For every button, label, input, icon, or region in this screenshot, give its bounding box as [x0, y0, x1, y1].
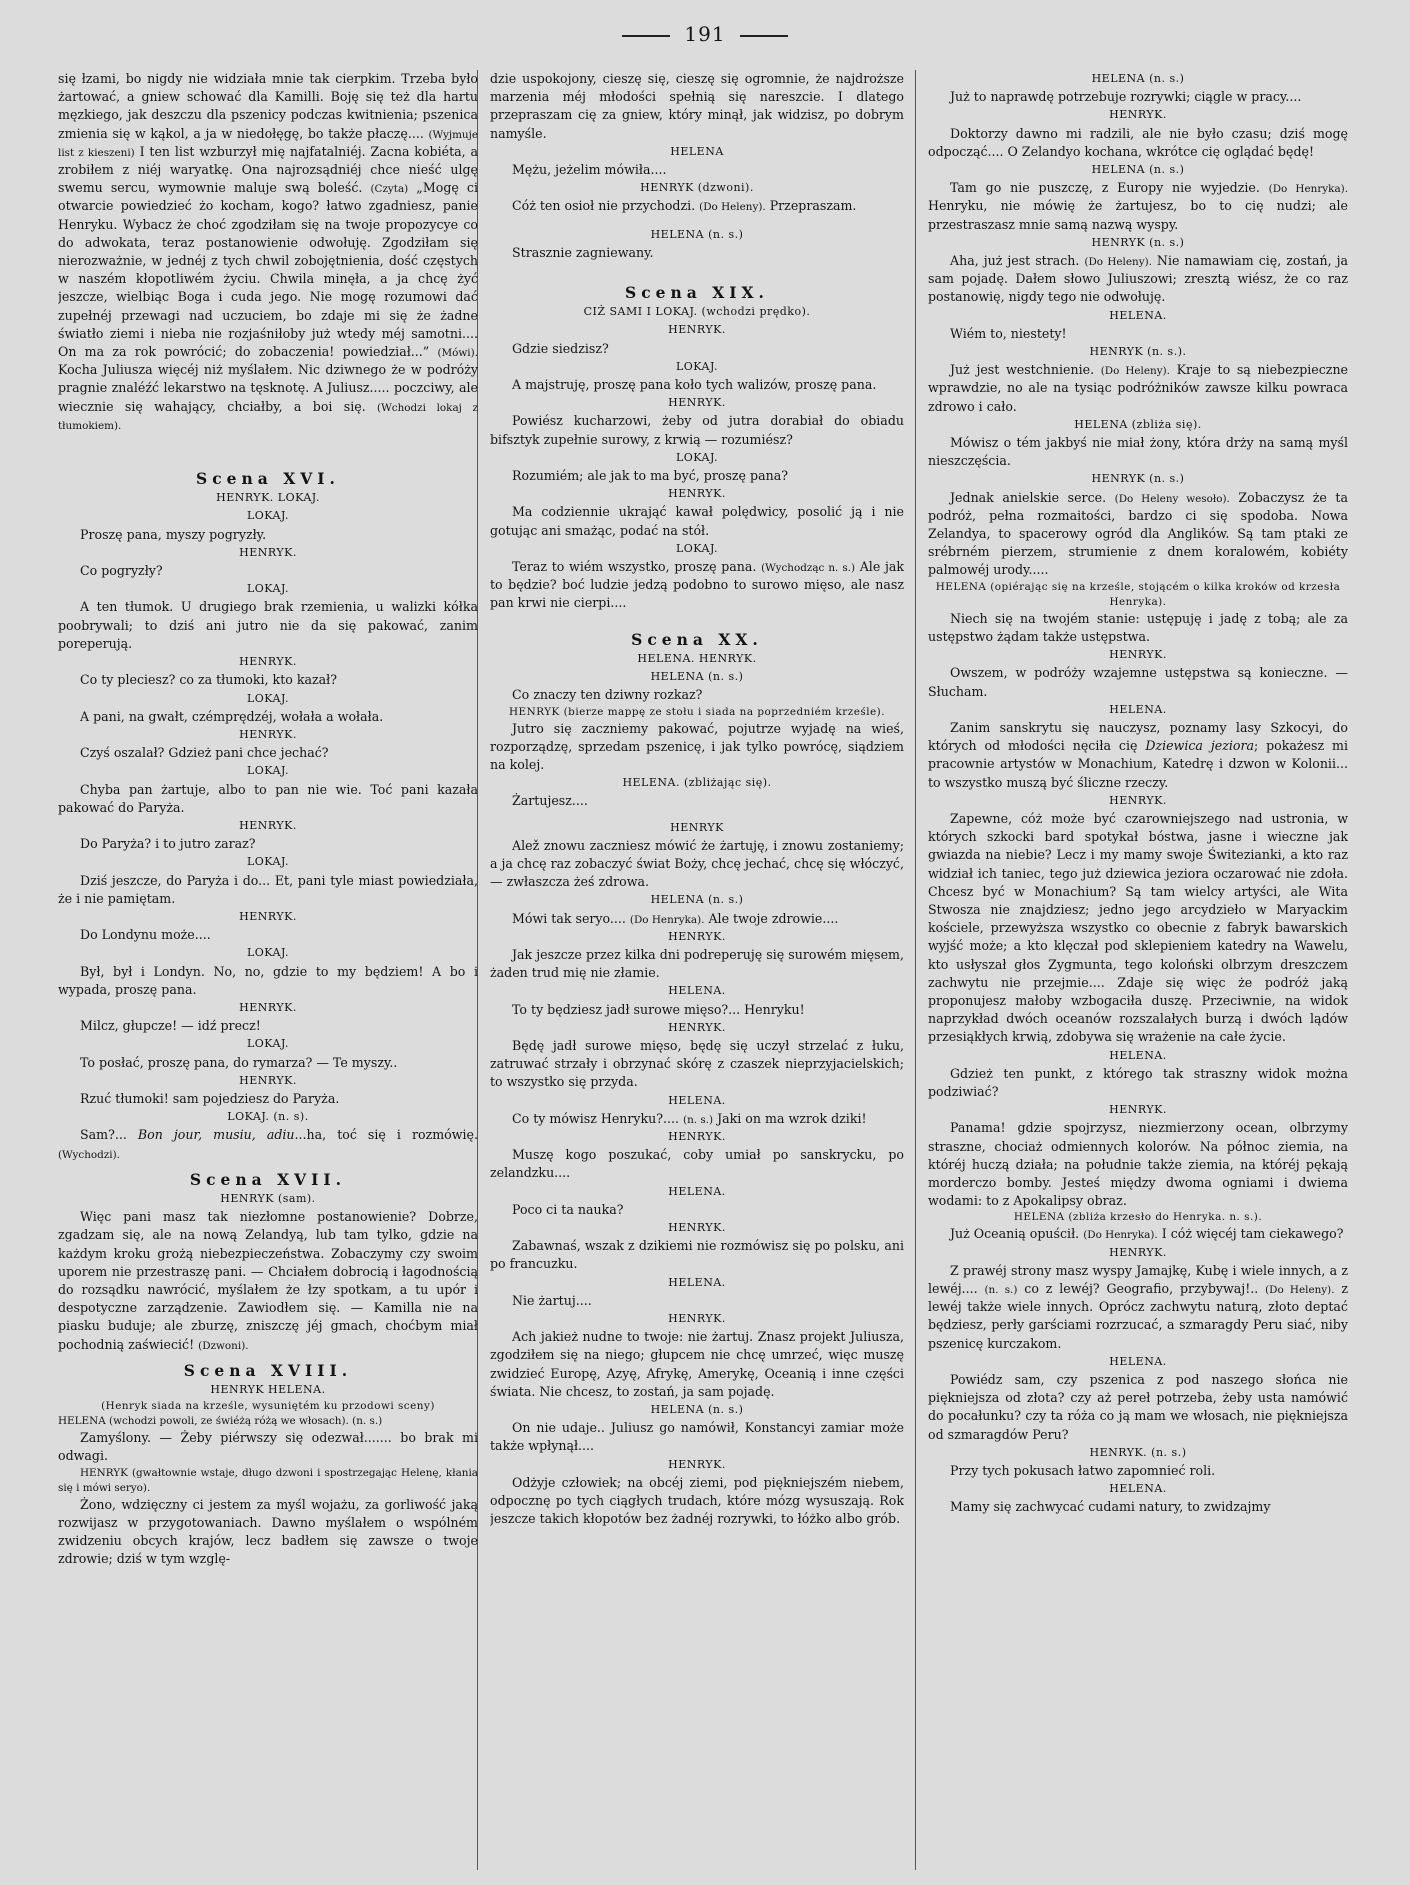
- speaker: HELENA: [670, 144, 724, 158]
- speaker: HENRYK.: [668, 1129, 726, 1143]
- dialogue-line: Do Londynu może....: [80, 927, 211, 943]
- speaker: HENRYK.: [239, 818, 297, 832]
- characters-line: HENRYK (sam).: [220, 1191, 316, 1205]
- dialogue-line: Mówi tak seryo.... (Do Henryka). Ale twoje zdrowie....: [512, 910, 839, 926]
- dialogue-line: Wiém to, niestety!: [950, 325, 1067, 341]
- speaker: HELENA. (zbliżając się).: [622, 776, 772, 790]
- speaker: HENRYK.: [668, 323, 726, 337]
- dialogue-line: Był, był i Londyn. No, no, gdzie to my będziem! A bo i wypada, proszę pana.: [58, 963, 478, 997]
- speaker: HELENA (n. s.): [1091, 163, 1185, 177]
- spacer: [58, 434, 478, 462]
- speaker: HENRYK.: [1109, 1245, 1167, 1259]
- page-number-rule-right: [740, 35, 788, 37]
- dialogue-line: Aha, już jest strach. (Do Heleny). Nie namawiam cię, zostań, ja sam pojadę. Dałem słowo Juliuszowi; zresztą wiész, że co raz postanowię, nigdy tego nie odwołuję.: [928, 253, 1348, 305]
- dialogue-line: Ach jakież nudne to twoje: nie żartuj. Znasz projekt Juliusza, zgodziłem się na niego; głupcem nie chcę umrzeć, więc muszę zwidzieć Europę, Azyę, Afrykę, Amerykę, Oceanią i inne części świata. Nie chcesz, to zostań, ja sam pojadę.: [490, 1329, 904, 1399]
- speaker: HELENA.: [1109, 308, 1167, 322]
- dialogue-line: Już to naprawdę potrzebuje rozrywki; ciągle w pracy....: [950, 89, 1302, 105]
- speaker: LOKAJ.: [246, 946, 290, 960]
- speaker: HENRYK.: [668, 1457, 726, 1471]
- dialogue-line: Żartujesz....: [512, 793, 588, 809]
- speaker: HELENA.: [1109, 1048, 1167, 1062]
- speaker: HENRYK.: [239, 655, 297, 669]
- paragraph: się łzami, bo nigdy nie widziała mnie tak cierpkim. Trzeba było żartować, a gniew schować dla Kamilli. Boję się też dla hartu męzkiego, jak deszczu dla pszenicy podczas kwitnienia; pszenica zmienia się w kąkol, a ja w niedołęgę, bo także płaczę.... (Wyjmuje list z kieszeni) I ten list wzburzył mię najfatalniéj. Zacna kobiéta, a zrobiłem z niéj waryatkę. Ona najrozsądniéj chce nieść ulgę swemu sercu, wymownie maluje swą boleść. (Czyta) „Mogę ci otwarcie powiedzieć żo kocham, kogo? łatwo zgadniesz, panie Henryku. Wybacz że choć zgodziłam się na twoje propozycye co do adwokata, teraz postanowienie odwołuję. Zgodziłam się nierozważnie, w jednéj z tych chwil zobojętnienia, dość częstych w naszém kłopotliwém życiu. Chwila minęła, a ja chcę żyć jeszcze, wielbiąc Boga i cuda jego. Nie mogę rozumowi dać zupełnéj przewagi nad uczuciem, bo zdaje mi się że żadne światło ziemi i nieba nie rozjaśniłoby już wtedy méj samotni.... On ma za rok powrócić; do zobaczenia! powiedział...” (Mówi). Kocha Juliusza więcéj niż myślałem. Nic dziwnego że w podróży pragnie znaléźć lekarstwo na tęsknotę. A Juliusz..... poczciwy, ale wiecznie się wahający, chciałby, a boi się. (Wchodzi lokaj z tłumokiem).: [58, 71, 478, 432]
- speaker: LOKAJ.: [246, 509, 290, 523]
- dialogue-line: Czyś oszalał? Gdzież pani chce jechać?: [80, 745, 329, 761]
- dialogue-line: Nie żartuj....: [512, 1292, 592, 1308]
- speaker: LOKAJ.: [246, 1037, 290, 1051]
- dialogue-line: Muszę kogo poszukać, coby umiał po sanskrycku, po zelandzku....: [490, 1147, 904, 1181]
- dialogue-line: Gdzież ten punkt, z którego tak straszny widok można podziwiać?: [928, 1065, 1348, 1099]
- speaker: HENRYK.: [668, 396, 726, 410]
- dialogue-line: Odżyje człowiek; na obcéj ziemi, pod piękniejszém niebem, odpocznę po tych ciągłych trudach, które mózg wysuszają. Rok jeszcze takich kłopotów bez żadnéj rozrywki, to łóżko albo grób.: [490, 1474, 904, 1527]
- speaker: LOKAJ. (n. s).: [227, 1110, 309, 1124]
- speaker: HENRYK.: [1109, 648, 1167, 662]
- speaker: HENRYK: [670, 820, 724, 834]
- speaker: HENRYK.: [668, 929, 726, 943]
- characters-line: HENRYK HELENA.: [210, 1383, 326, 1397]
- speaker-with-direction: HELENA (opiérając się na krześle, stojącém o kilka kroków od krzesła Henryka).: [935, 580, 1341, 608]
- dialogue-line: Mężu, jeżelim mówiła....: [512, 162, 667, 178]
- scene-heading: Scena XVIII.: [183, 1360, 353, 1380]
- dialogue-line: Jak jeszcze przez kilka dni podreperuję się surowém mięsem, żaden trud mię nie złamie.: [490, 946, 904, 981]
- speaker: HENRYK.: [239, 1000, 297, 1014]
- text-column-3: [928, 70, 1348, 1870]
- dialogue-line: Alež znowu zaczniesz mówić że żartuję, i znowu zostaniemy; a ja chcę raz zobaczyć świat Boży, chcę jechać, chcę się włóczyć, — zwłaszcza żeś zdrowa.: [490, 837, 904, 890]
- dialogue-line: Dziś jeszcze, do Paryża i do... Et, pani tyle miast powiedziała, że i nie pamiętam.: [58, 872, 478, 906]
- speaker: LOKAJ.: [246, 764, 290, 778]
- dialogue-line: Zamyślony. — Żeby piérwszy się odezwał....... bo brak mi odwagi.: [58, 1430, 478, 1464]
- speaker: HENRYK. (n. s.): [1089, 1445, 1187, 1459]
- characters-line: CIŻ SAMI I LOKAJ. (wchodzi prędko).: [583, 305, 811, 319]
- speaker: LOKAJ.: [246, 855, 290, 869]
- dialogue-line: Panama! gdzie spojrzysz, niezmierzony ocean, olbrzymy straszne, chociaż odmiennych kolorów. Na północ ziemia, na któréj huczą działa; na południe także ziemia, na któréj pękają morderczo bomby. Jesteś między dwoma ogniami i dwiema wodami: to z Apokalipsy obraz.: [928, 1120, 1348, 1209]
- dialogue-line: Z prawéj strony masz wyspy Jamajkę, Kubę i wiele innych, a z lewéj.... (n. s.) co z lewéj? Geografio, przybywaj!.. (Do Heleny). z lewéj także wiele innych. Oprócz zachwytu naturą, złoto deptać będziesz, perły garściami rozrzucać, a szmaragdy Peru siać, niby pszenicę kurczakom.: [928, 1262, 1348, 1351]
- speaker-with-direction: HENRYK (bierze mappę ze stołu i siada na poprzedniém krześle).: [508, 705, 886, 718]
- speaker: HENRYK.: [668, 1312, 726, 1325]
- dialogue-line: Powiész kucharzowi, żeby od jutra dorabiał do obiadu bifsztyk zupełnie surowy, z krwią — rozumiész?: [490, 413, 904, 447]
- speaker: HELENA (n. s.): [650, 1403, 744, 1417]
- speaker: HENRYK.: [239, 909, 297, 923]
- dialogue-line: Cóż ten osioł nie przychodzi. (Do Heleny). Przepraszam.: [512, 198, 857, 214]
- dialogue-line: A ten tłumok. U drugiego brak rzemienia, u walizki kółka poobrywali; to dziś ani jutro nie da się pakować, zanim poreperują.: [58, 599, 478, 651]
- speaker-with-direction: HELENA (wchodzi powoli, ze świéżą różą we włosach). (n. s.): [58, 1415, 383, 1428]
- dialogue-line: Teraz to wiém wszystko, proszę pana. (Wychodząc n. s.) Ale jak to będzie? boć ludzie jedzą podobno to surowo mięso, ale nasz pan krwi nie cierpi....: [490, 559, 904, 611]
- dialogue-line: Zanim sanskrytu się nauczysz, poznamy lasy Szkocyi, do których od młodości nęciła cię Dziewica jeziora; pokażesz mi pracownie artystów w Monachium, Katedrę i dzwon w Kolonii... to wszystko muszą być śliczne rzeczy.: [928, 719, 1348, 790]
- scene-heading: Scena XX.: [631, 629, 763, 649]
- dialogue-line: Strasznie zagniewany.: [512, 244, 654, 260]
- speaker: HENRYK.: [239, 545, 297, 559]
- dialogue-line: Będę jadł surowe mięso, będę się uczył strzelać z łuku, zatruwać strzały i obrzynać skórę z czaszek nieprzyjacielskich; to wszystko się przyda.: [490, 1037, 904, 1090]
- dialogue-line: Już jest westchnienie. (Do Heleny). Kraje to są niebezpieczne wprawdzie, no ale na tysiąc podróżników zawsze kilku powraca zdrowo i cało.: [928, 362, 1348, 414]
- dialogue-line: Zabawnaś, wszak z dzikiemi nie rozmówisz się po polsku, ani po francuzku.: [490, 1238, 904, 1272]
- stage-direction: (Henryk siada na krześle, wysuniętém ku przodowi sceny): [101, 1400, 435, 1413]
- speaker: HENRYK.: [239, 1073, 297, 1087]
- spacer: [490, 811, 904, 819]
- dialogue-line: Już Oceanią opuścił. (Do Henryka). I cóż więcéj tam ciekawego?: [950, 1226, 1344, 1242]
- speaker-with-direction: HELENA (zbliża krzesło do Henryka. n. s.).: [1013, 1211, 1263, 1224]
- dialogue-line: Doktorzy dawno mi radzili, ale nie było czasu; dziś mogę odpocząć.... O Zelandyo kochana, wkrótce cię oglądać będę!: [928, 125, 1348, 159]
- dialogue-line: Co ty mówisz Henryku?.... (n. s.) Jaki on ma wzrok dziki!: [512, 1110, 867, 1126]
- text-column-2: [490, 70, 904, 1870]
- characters-line: HELENA. HENRYK.: [637, 651, 757, 665]
- speaker: LOKAJ.: [675, 450, 719, 464]
- dialogue-line: A majstruję, proszę pana koło tych walizów, proszę pana.: [512, 377, 877, 393]
- dialogue-line: Co ty pleciesz? co za tłumoki, kto kazał?: [80, 672, 337, 688]
- column-divider: [915, 70, 916, 1870]
- speaker: LOKAJ.: [246, 691, 290, 705]
- speaker: HENRYK (n. s.): [1091, 472, 1185, 486]
- dialogue-line: To ty będziesz jadł surowe mięso?... Henryku!: [512, 1001, 805, 1017]
- dialogue-line: Gdzie siedzisz?: [512, 340, 609, 356]
- speaker: HENRYK (dzwoni).: [640, 181, 754, 195]
- speaker: LOKAJ.: [246, 582, 290, 596]
- speaker: HELENA.: [1109, 702, 1167, 716]
- speaker: HENRYK (n. s.): [1091, 235, 1185, 249]
- spacer: [490, 216, 904, 226]
- dialogue-line: Rzuć tłumoki! sam pojedziesz do Paryża.: [80, 1090, 340, 1106]
- scene-heading: Scena XIX.: [625, 283, 769, 303]
- dialogue-line: Poco ci ta nauka?: [512, 1201, 624, 1217]
- page-number-rule-left: [622, 35, 670, 37]
- dialogue-line: Rozumiém; ale jak to ma być, proszę pana?: [512, 468, 788, 484]
- scene-heading: Scena XVI.: [196, 469, 340, 489]
- speaker: LOKAJ.: [675, 541, 719, 555]
- monologue: Więc pani masz tak niezłomne postanowienie? Dobrze, zgadzam się, ale na nową Zelandyą, lub tam tylko, gdzie na każdym kroku grożą niebezpieczeństwa. Zobaczymy czy swoim uporem nie przestraszę pani. — Chciałem dobrocią i łagodnością do rozsądku nawrócić, myślałem że łzy spotkam, a tu upór i despotyczne zarządzenie. Zawiodłem się. — Kamilla nie na piasku buduje; ale zburzę, zniszczę jéj gmach, choćbym miał pochodnią zaświecić! (Dzwoni).: [58, 1209, 478, 1352]
- spacer: [490, 262, 904, 276]
- dialogue-line: Żono, wdzięczny ci jestem za myśl wojażu, za gorliwość jaką rozwijasz w przygotowaniach. Dawno myślałem o wspólném zwidzeniu obcych krajów, lecz badłem się zawsze o twoje zdrowie; dziś w tym wzglę-: [58, 1496, 478, 1567]
- speaker: HENRYK.: [1109, 1103, 1167, 1117]
- speaker-with-direction: HENRYK (gwałtownie wstaje, długo dzwoni i spostrzegając Helenę, kłania się i mówi seryo).: [58, 1466, 478, 1494]
- dialogue-line: Milcz, głupcze! — idź precz!: [80, 1018, 261, 1034]
- dialogue-line: A pani, na gwałt, czémprędzéj, wołała a wołała.: [80, 708, 384, 724]
- scene-heading: Scena XVII.: [189, 1169, 347, 1189]
- speaker: HENRYK.: [668, 1220, 726, 1234]
- text-column-1: [58, 70, 478, 1870]
- speaker: HENRYK.: [1109, 108, 1167, 122]
- speaker: HELENA.: [668, 1275, 726, 1289]
- speaker: HELENA (n. s.): [650, 227, 744, 241]
- page-number: [0, 22, 1410, 46]
- dialogue-line: Chyba pan żartuje, albo to pan nie wie. Toć pani kazała pakować do Paryża.: [58, 781, 478, 815]
- speaker: HELENA.: [668, 1184, 726, 1198]
- speaker: HELENA.: [1109, 1482, 1167, 1496]
- dialogue-line: Do Paryża? i to jutro zaraz?: [80, 836, 256, 852]
- dialogue-line: Powiédz sam, czy pszenica z pod naszego słońca nie piękniejsza od złota? czy aż pereł potrzeba, żeby usta namówić do pocałunku? czy ta róża co ją mam we włosach, nie piękniejsza od szmaragdów Peru?: [928, 1372, 1348, 1442]
- dialogue-line: Tam go nie puszczę, z Europy nie wyjedzie. (Do Henryka). Henryku, nie mówię że żartujesz, bo to cię nudzi; ale przestraszasz mnie samą nazwą wyspy.: [928, 180, 1348, 232]
- dialogue-line: Jutro się zaczniemy pakować, pojutrze wyjadę na wieś, rozporządzę, sprzedam pszenicę, i jak tylko powrócę, siądziem na kolej.: [490, 720, 904, 772]
- dialogue-line: dzie uspokojony, cieszę się, cieszę się ogromnie, że najdroższe marzenia méj młodości spełnią się nareszcie. I dlatego przepraszam cię za gniew, który minął, jak widzisz, po dobrym namyśle.: [490, 71, 904, 141]
- page-number-text: 191: [684, 22, 726, 46]
- speaker: HELENA (n. s.): [1091, 72, 1185, 85]
- speaker: HENRYK.: [1109, 793, 1167, 807]
- speaker: HENRYK.: [668, 487, 726, 501]
- dialogue-line: Co znaczy ten dziwny rozkaz?: [512, 687, 703, 703]
- dialogue-line: Jednak anielskie serce. (Do Heleny wesoło). Zobaczysz że ta podróż, pełna rozmaitości, bardzo ci się spodoba. Nowa Zelandya, to spacerowy ogród dla Anglików. Są tam ptaki ze srébrném pierzem, strumienie z dnem koralowém, kobiéty palmowéj urody.....: [928, 489, 1348, 578]
- dialogue-line: Niech się na twojém stanie: ustępuję i jadę z tobą; ale za ustępstwo żądam także ustępstwa.: [928, 610, 1348, 644]
- speaker: HELENA.: [668, 1093, 726, 1107]
- dialogue-line: To posłać, proszę pana, do rymarza? — Te myszy..: [80, 1054, 398, 1070]
- dialogue-line: Zapewne, cóż może być czarowniejszego nad ustronia, w których szkocki bard spotykał bóstwa, jasne i wieczne jak gwiazda na niebie? Lecz i my mamy swoje Świtezianki, a kto raz widział ich taniec, tego już dziewica jeziora oczarować nie zdoła. Chcesz być w Monachium? Są tam wielcy artyści, ale Wita Stwosza nie znajdziesz; jedno jego arcydzieło w Maryackim kościele, przewyższa wszystko co obecnie z fabryk bawarskich wyjść może; a kto klęczał pod sklepieniem katedry na Wawelu, kto usłyszał głos Zygmunta, tego koloński olbrzym dreszczem zachwytu nie przejmie.... Zdaje się więc że podróż jaką proponujesz małoby wzbogaciła duszę. Przeciwnie, na widok naprzykład dwóch oceanów rozszalałych burzą i dwóch lądów przesiąkłych krwią, zdobywa się wrażenie na całe życie.: [928, 810, 1348, 1045]
- dialogue-line: Proszę pana, myszy pogryzły.: [80, 526, 267, 542]
- dialogue-line: Mówisz o tém jakbyś nie miał żony, która drży na samą myśl nieszczęścia.: [928, 435, 1348, 469]
- speaker: HELENA.: [1109, 1354, 1167, 1368]
- speaker: LOKAJ.: [675, 359, 719, 373]
- dialogue-line: Owszem, w podróży wzajemne ustępstwa są konieczne. — Słucham.: [928, 665, 1348, 699]
- dialogue-line: Przy tych pokusach łatwo zapomnieć roli.: [950, 1463, 1216, 1479]
- dialogue-line: Co pogryzły?: [80, 563, 163, 579]
- spacer: [490, 613, 904, 623]
- speaker: HELENA (n. s.): [650, 893, 744, 907]
- speaker: HELENA (zbliża się).: [1074, 417, 1202, 431]
- speaker: HENRYK.: [239, 727, 297, 741]
- dialogue-line: Ma codziennie ukrająć kawał polędwicy, posolić ją i nie gotując ani smażąc, podać na stół.: [490, 504, 904, 538]
- dialogue-line: Sam?... Bon jour, musiu, adiu...ha, toć się i rozmówię. (Wychodzi).: [58, 1127, 478, 1161]
- characters-line: HENRYK. LOKAJ.: [216, 491, 320, 505]
- dialogue-line: Mamy się zachwycać cudami natury, to zwidzajmy: [950, 1499, 1271, 1515]
- dialogue-line: On nie udaje.. Juliusz go namówił, Konstancyi zamiar może także wpłynął....: [490, 1420, 904, 1454]
- speaker: HELENA (n. s.): [650, 670, 744, 684]
- speaker: HENRYK (n. s.).: [1089, 345, 1187, 359]
- speaker: HENRYK.: [668, 1020, 726, 1034]
- speaker: HELENA.: [668, 984, 726, 998]
